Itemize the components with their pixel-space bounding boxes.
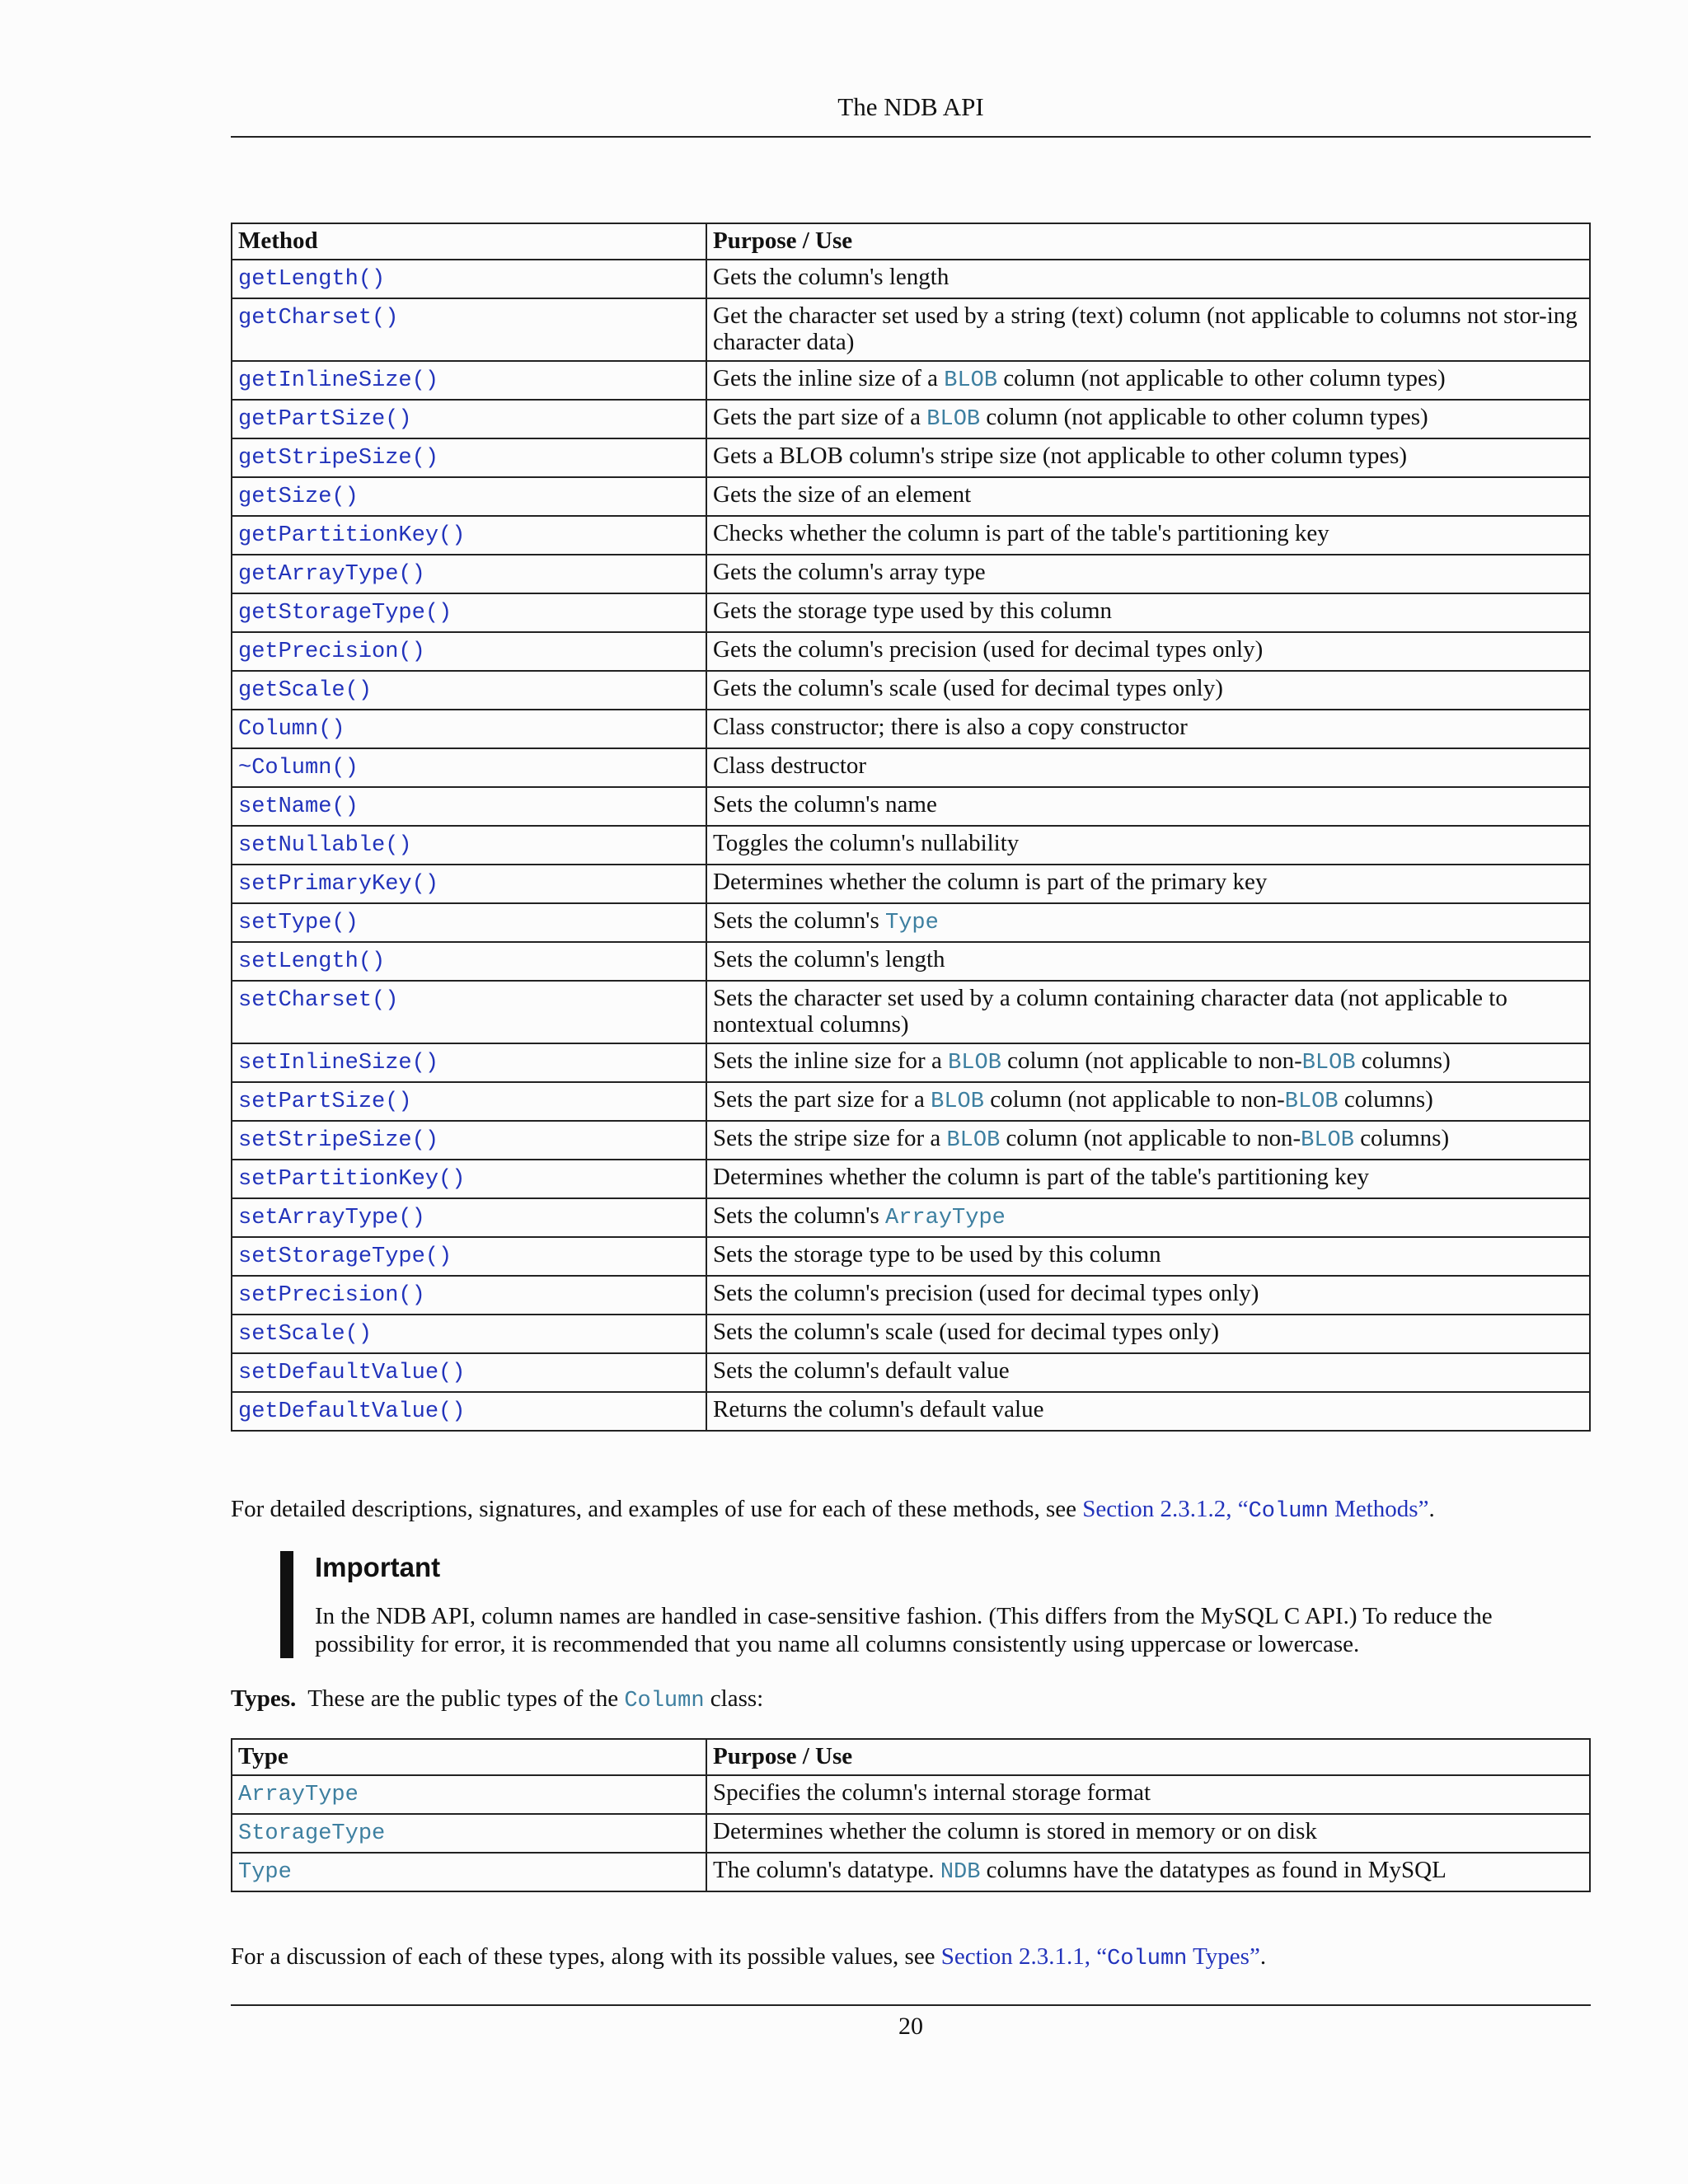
purpose-text: Returns the column's default value	[713, 1396, 1044, 1422]
method-link[interactable]: getCharset()	[238, 306, 399, 330]
purpose-cell	[706, 942, 1590, 981]
table-row	[232, 981, 1590, 1043]
methods-col-purpose: Purpose / Use	[706, 223, 1590, 260]
type-link[interactable]: ArrayType	[238, 1783, 359, 1807]
table-row	[232, 1043, 1590, 1082]
table-row	[232, 1160, 1590, 1198]
method-cell	[232, 632, 706, 671]
purpose-cell	[706, 671, 1590, 710]
purpose-text: Gets the column's scale (used for decimal types only)	[713, 675, 1223, 701]
purpose-cell	[706, 632, 1590, 671]
method-cell	[232, 593, 706, 632]
method-cell	[232, 477, 706, 516]
code-term: BLOB	[946, 1128, 1001, 1153]
methods-col-method: Method	[232, 223, 706, 260]
link-section-text: Section 2.3.1.2, “	[1082, 1496, 1249, 1522]
types-intro-code: Column	[624, 1689, 705, 1713]
method-cell	[232, 1353, 706, 1392]
purpose-text: Gets a BLOB column's stripe size (not applicable to other column types)	[713, 443, 1408, 469]
method-link[interactable]: getArrayType()	[238, 562, 425, 587]
purpose-text: Sets the stripe size for a	[713, 1125, 947, 1151]
purpose-cell	[706, 260, 1590, 298]
purpose-cell	[706, 1160, 1590, 1198]
method-link[interactable]: setName()	[238, 794, 359, 819]
method-link[interactable]: setArrayType()	[238, 1206, 425, 1230]
header-rule	[231, 136, 1591, 138]
code-term: BLOB	[1284, 1090, 1339, 1114]
purpose-cell	[706, 981, 1590, 1043]
purpose-text: Checks whether the column is part of the table's partitioning key	[713, 520, 1329, 546]
purpose-cell	[706, 1043, 1590, 1082]
table-row	[232, 942, 1590, 981]
purpose-cell	[706, 1198, 1590, 1237]
page-header: The NDB API	[837, 92, 984, 121]
method-link[interactable]: getStorageType()	[238, 601, 452, 626]
purpose-text: Determines whether the column is part of the primary key	[713, 869, 1268, 895]
purpose-text: Gets the inline size of a	[713, 365, 945, 391]
method-cell	[232, 1315, 706, 1353]
table-row	[232, 400, 1590, 438]
purpose-cell	[706, 555, 1590, 593]
type-cell	[232, 1775, 706, 1814]
important-note	[280, 1551, 1551, 1658]
table-row	[232, 826, 1590, 865]
method-cell	[232, 826, 706, 865]
method-link[interactable]: setPartitionKey()	[238, 1167, 466, 1192]
method-cell	[232, 787, 706, 826]
purpose-text: Sets the column's default value	[713, 1357, 1010, 1384]
code-term: NDB	[940, 1860, 981, 1885]
table-row	[232, 1276, 1590, 1315]
purpose-text: Gets the column's precision (used for decimal types only)	[713, 636, 1264, 663]
purpose-text: Sets the column's	[713, 907, 886, 934]
table-row	[232, 1237, 1590, 1276]
table-row	[232, 516, 1590, 555]
types-label: Types.	[231, 1685, 297, 1712]
purpose-cell	[706, 865, 1590, 903]
purpose-cell	[706, 438, 1590, 477]
purpose-text: Class destructor	[713, 752, 867, 779]
method-cell	[232, 400, 706, 438]
purpose-text: columns)	[1355, 1047, 1451, 1074]
footer-rule	[231, 2004, 1591, 2006]
method-link[interactable]: setLength()	[238, 949, 386, 974]
table-row	[232, 1353, 1590, 1392]
purpose-text: The column's datatype.	[713, 1857, 940, 1883]
method-cell	[232, 1043, 706, 1082]
method-link[interactable]: ~Column()	[238, 756, 359, 780]
link-after-text: Types”	[1187, 1943, 1260, 1970]
table-row	[232, 1814, 1590, 1853]
types-see-also-text: For a discussion of each of these types, along with its possible values, see	[231, 1943, 941, 1970]
purpose-text: Specifies the column's internal storage format	[713, 1779, 1151, 1806]
purpose-cell	[706, 903, 1590, 942]
method-cell	[232, 438, 706, 477]
method-cell	[232, 981, 706, 1043]
table-row	[232, 787, 1590, 826]
purpose-cell	[706, 516, 1590, 555]
method-cell	[232, 1198, 706, 1237]
purpose-cell	[706, 1082, 1590, 1121]
see-also-text: For detailed descriptions, signatures, and examples of use for each of these methods, see	[231, 1496, 1083, 1522]
link-after-text: Methods”	[1328, 1496, 1429, 1522]
purpose-cell	[706, 477, 1590, 516]
purpose-text: Gets the column's length	[713, 264, 950, 290]
method-cell	[232, 260, 706, 298]
table-row	[232, 865, 1590, 903]
method-cell	[232, 671, 706, 710]
code-term: BLOB	[948, 1051, 1001, 1076]
types-table-header	[232, 1739, 1590, 1775]
method-link[interactable]: getLength()	[238, 267, 386, 292]
purpose-text: Sets the column's length	[713, 946, 945, 972]
types-intro-after: class:	[704, 1685, 764, 1712]
method-link[interactable]: getPrecision()	[238, 640, 425, 664]
methods-table-header	[232, 223, 1590, 260]
code-term: BLOB	[931, 1090, 984, 1114]
method-link[interactable]: getPartitionKey()	[238, 523, 466, 548]
method-cell	[232, 865, 706, 903]
purpose-text: Gets the storage type used by this column	[713, 598, 1113, 624]
purpose-text: columns have the datatypes as found in MySQL	[980, 1857, 1447, 1883]
purpose-text: Get the character set used by a string (text) column (not applicable to columns not stor-ing character data)	[713, 302, 1578, 355]
method-link[interactable]: getScale()	[238, 678, 373, 703]
purpose-cell	[706, 826, 1590, 865]
types-intro-text: These are the public types of the	[307, 1685, 625, 1712]
purpose-text: Class constructor; there is also a copy constructor	[713, 714, 1188, 740]
purpose-text: Sets the column's name	[713, 791, 937, 818]
purpose-text: Sets the column's	[713, 1202, 886, 1229]
table-row	[232, 671, 1590, 710]
code-term: ArrayType	[885, 1206, 1006, 1230]
method-cell	[232, 1082, 706, 1121]
code-term: BLOB	[1301, 1051, 1356, 1076]
table-row	[232, 1853, 1590, 1891]
purpose-cell	[706, 1315, 1590, 1353]
method-cell	[232, 1392, 706, 1431]
purpose-text: Sets the inline size for a	[713, 1047, 949, 1074]
types-col-type: Type	[232, 1739, 706, 1775]
table-row	[232, 361, 1590, 400]
table-row	[232, 748, 1590, 787]
method-cell	[232, 1160, 706, 1198]
types-see-also	[231, 1943, 1591, 1973]
purpose-cell	[706, 400, 1590, 438]
link-code: Column	[1248, 1499, 1329, 1524]
method-link[interactable]: setNullable()	[238, 833, 412, 858]
table-row	[232, 438, 1590, 477]
link-code: Column	[1107, 1947, 1188, 1971]
purpose-text: column (not applicable to non-	[1001, 1047, 1302, 1074]
method-link[interactable]: getInlineSize()	[238, 368, 439, 393]
method-cell	[232, 942, 706, 981]
purpose-text: Sets the column's scale (used for decimal types only)	[713, 1319, 1220, 1345]
method-link[interactable]: getStripeSize()	[238, 446, 439, 471]
types-intro	[231, 1685, 1591, 1715]
code-term: BLOB	[926, 407, 981, 432]
table-row	[232, 632, 1590, 671]
method-link[interactable]: setDefaultValue()	[238, 1361, 466, 1385]
purpose-text: columns)	[1353, 1125, 1450, 1151]
method-link[interactable]: setStripeSize()	[238, 1128, 439, 1153]
method-link[interactable]: Column()	[238, 717, 345, 742]
purpose-cell	[706, 361, 1590, 400]
method-link[interactable]: setStorageType()	[238, 1244, 452, 1269]
purpose-text: Toggles the column's nullability	[713, 830, 1020, 856]
table-row	[232, 260, 1590, 298]
types-table	[231, 1738, 1591, 1892]
section-link-column-types[interactable]	[941, 1943, 1260, 1970]
link-section-text: Section 2.3.1.1, “	[940, 1943, 1108, 1970]
method-cell	[232, 298, 706, 361]
table-row	[232, 1198, 1590, 1237]
table-row	[232, 1082, 1590, 1121]
purpose-text: column (not applicable to non-	[1000, 1125, 1301, 1151]
purpose-cell	[706, 1775, 1590, 1814]
method-cell	[232, 1237, 706, 1276]
purpose-cell	[706, 593, 1590, 632]
section-link-column-methods[interactable]	[1082, 1496, 1428, 1522]
methods-table	[231, 223, 1591, 1432]
purpose-cell	[706, 787, 1590, 826]
purpose-cell	[706, 1237, 1590, 1276]
method-link[interactable]: setScale()	[238, 1322, 373, 1347]
purpose-cell	[706, 1276, 1590, 1315]
purpose-cell	[706, 710, 1590, 748]
table-row	[232, 477, 1590, 516]
purpose-cell	[706, 1814, 1590, 1853]
code-term: Type	[885, 911, 939, 935]
purpose-text: Gets the column's array type	[713, 559, 986, 585]
method-link[interactable]: setPrimaryKey()	[238, 872, 439, 897]
table-row	[232, 555, 1590, 593]
type-cell	[232, 1853, 706, 1891]
purpose-cell	[706, 298, 1590, 361]
purpose-cell	[706, 1392, 1590, 1431]
methods-see-also	[231, 1495, 1591, 1526]
method-cell	[232, 555, 706, 593]
code-term: BLOB	[1301, 1128, 1354, 1153]
purpose-text: Sets the storage type to be used by this column	[713, 1241, 1161, 1268]
type-cell	[232, 1814, 706, 1853]
method-cell	[232, 361, 706, 400]
table-row	[232, 298, 1590, 361]
code-term: BLOB	[944, 368, 998, 393]
method-cell	[232, 903, 706, 942]
purpose-text: column (not applicable to other column types)	[997, 365, 1446, 391]
note-body: In the NDB API, column names are handled in case-sensitive fashion. (This differs from the MySQL C API.) To reduce the possibility for error, it is recommended that you name all columns consistently using uppercase or lowercase.	[315, 1603, 1493, 1657]
method-link[interactable]: setInlineSize()	[238, 1051, 439, 1076]
period: .	[1428, 1496, 1435, 1522]
note-title: Important	[315, 1552, 441, 1582]
table-row	[232, 1392, 1590, 1431]
page-number: 20	[898, 2013, 923, 2040]
method-cell	[232, 516, 706, 555]
method-cell	[232, 710, 706, 748]
method-link[interactable]: getSize()	[238, 485, 359, 509]
method-cell	[232, 1276, 706, 1315]
method-link[interactable]: setPrecision()	[238, 1283, 425, 1308]
purpose-text: Determines whether the column is part of the table's partitioning key	[713, 1164, 1370, 1190]
purpose-text: Gets the part size of a	[713, 404, 927, 430]
table-row	[232, 1775, 1590, 1814]
method-cell	[232, 1121, 706, 1160]
purpose-cell	[706, 1353, 1590, 1392]
purpose-text: column (not applicable to other column types)	[980, 404, 1428, 430]
method-link[interactable]: getPartSize()	[238, 407, 412, 432]
type-link[interactable]: StorageType	[238, 1821, 386, 1846]
period: .	[1259, 1943, 1267, 1970]
types-col-purpose: Purpose / Use	[706, 1739, 1590, 1775]
table-row	[232, 903, 1590, 942]
method-cell	[232, 748, 706, 787]
purpose-text: columns)	[1338, 1086, 1433, 1113]
purpose-text: Gets the size of an element	[713, 481, 972, 508]
purpose-text: Determines whether the column is stored in memory or on disk	[713, 1818, 1317, 1844]
table-row	[232, 710, 1590, 748]
purpose-text: Sets the column's precision (used for decimal types only)	[713, 1280, 1259, 1306]
purpose-cell	[706, 1121, 1590, 1160]
method-link[interactable]: setCharset()	[238, 988, 399, 1013]
type-link[interactable]: Type	[238, 1860, 292, 1885]
purpose-text: column (not applicable to non-	[983, 1086, 1285, 1113]
purpose-text: Sets the part size for a	[713, 1086, 931, 1113]
table-row	[232, 1121, 1590, 1160]
purpose-cell	[706, 1853, 1590, 1891]
table-row	[232, 1315, 1590, 1353]
table-row	[232, 593, 1590, 632]
method-link[interactable]: getDefaultValue()	[238, 1399, 466, 1424]
method-link[interactable]: setPartSize()	[238, 1090, 412, 1114]
purpose-text: Sets the character set used by a column containing character data (not applicable to nontextual columns)	[713, 985, 1507, 1038]
method-link[interactable]: setType()	[238, 911, 359, 935]
purpose-cell	[706, 748, 1590, 787]
